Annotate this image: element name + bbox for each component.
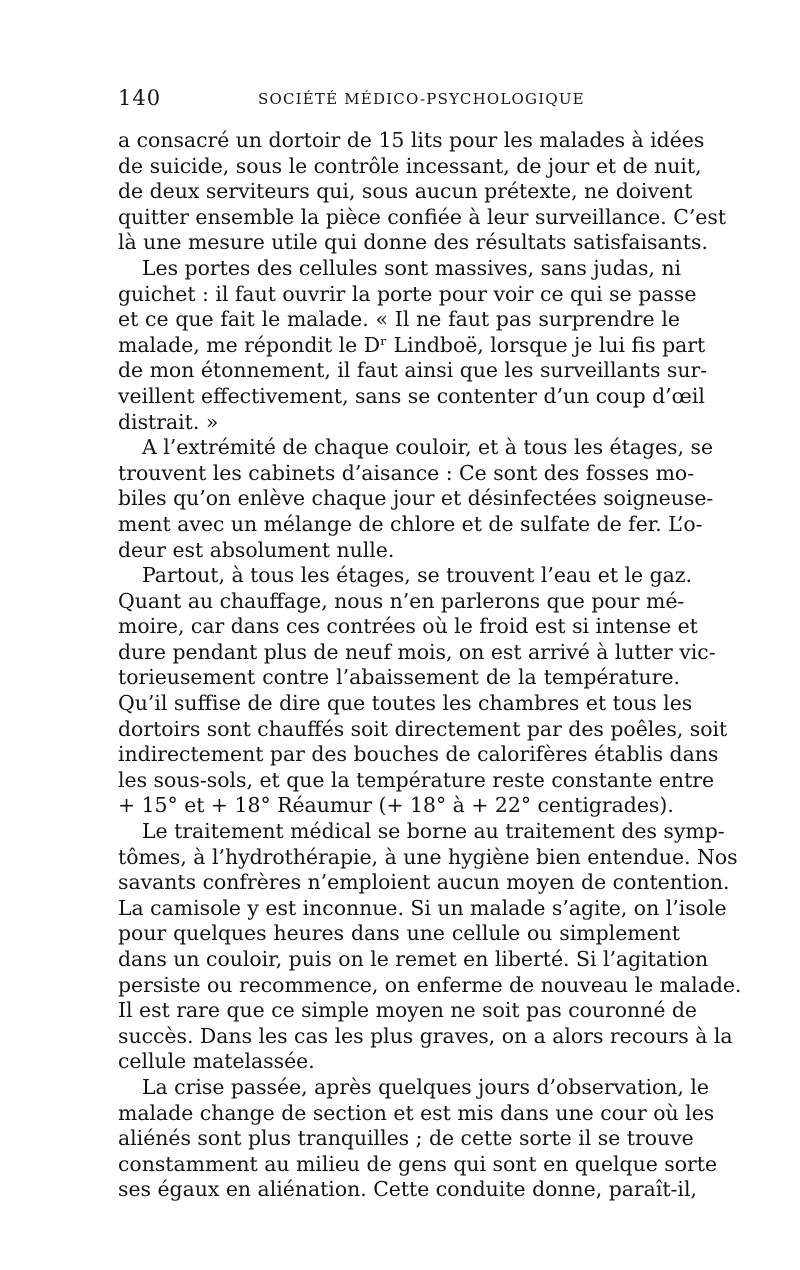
text-line: quitter ensemble la pièce confiée à leur surveillance. C’est: [118, 204, 727, 229]
text-line: biles qu’on enlève chaque jour et désinfectées soigneuse-: [118, 486, 714, 511]
text-line: a consacré un dortoir de 15 lits pour les malades à idées: [118, 128, 705, 152]
text-line: veillent effectivement, sans se contenter d’un coup d’œil: [118, 383, 705, 408]
text-line: indirectement par des bouches de calorifères établis dans: [118, 742, 719, 767]
text-line: persiste ou recommence, on enferme de nouveau le malade.: [118, 972, 742, 997]
text-line: La camisole y est inconnue. Si un malade s’agite, on l’isole: [118, 895, 727, 920]
text-line: Le traitement médical se borne au traitement des symp-: [142, 819, 725, 844]
text-line: les sous-sols, et que la température reste constante entre: [118, 767, 715, 792]
running-head: SOCIÉTÉ MÉDICO-PSYCHOLOGIQUE: [258, 90, 585, 108]
text-line: + 15° et + 18° Réaumur (+ 18° à + 22° centigrades).: [118, 793, 674, 818]
text-line: Il est rare que ce simple moyen ne soit pas couronné de: [118, 998, 697, 1023]
text-line: Partout, à tous les étages, se trouvent l’eau et le gaz.: [142, 563, 692, 588]
page-number: 140: [118, 86, 162, 110]
text-line: guichet : il faut ouvrir la porte pour voir ce qui se passe: [118, 281, 697, 306]
text-line: ses égaux en aliénation. Cette conduite donne, paraît-il,: [118, 1177, 697, 1202]
text-line: aliénés sont plus tranquilles ; de cette sorte il se trouve: [118, 1126, 694, 1151]
text-line: de deux serviteurs qui, sous aucun prétexte, ne doivent: [118, 179, 693, 204]
text-line: succès. Dans les cas les plus graves, on a alors recours à la: [118, 1023, 733, 1048]
text-line: de suicide, sous le contrôle incessant, de jour et de nuit,: [118, 153, 702, 178]
body-text: [118, 128, 742, 1203]
text-line: cellule matelassée.: [118, 1049, 315, 1074]
paragraph: [118, 255, 708, 435]
paragraph: [118, 819, 742, 1075]
paragraph: [118, 1074, 718, 1203]
text-line: trouvent les cabinets d’aisance : Ce sont des fosses mo-: [118, 460, 695, 485]
text-line: de mon étonnement, il faut ainsi que les surveillants sur-: [118, 358, 708, 383]
text-line: ment avec un mélange de chlore et de sulfate de fer. L’o-: [118, 511, 703, 536]
paragraph: [118, 563, 728, 819]
text-line: là une mesure utile qui donne des résultats satisfaisants.: [118, 230, 708, 255]
text-line: malade change de section et est mis dans une cour où les: [118, 1100, 715, 1125]
text-line: constamment au milieu de gens qui sont en quelque sorte: [118, 1151, 718, 1176]
text-line: Les portes des cellules sont massives, sans judas, ni: [142, 255, 682, 280]
text-line: dure pendant plus de neuf mois, on est arrivé à lutter vic-: [118, 639, 716, 664]
text-line: dortoirs sont chauffés soit directement par des poêles, soit: [118, 716, 728, 741]
text-line: Quant au chauffage, nous n’en parlerons que pour mé-: [118, 588, 685, 613]
text-line: tômes, à l’hydrothérapie, à une hygiène bien entendue. Nos: [118, 844, 738, 869]
paragraph: [118, 435, 714, 563]
text-line: dans un couloir, puis on le remet en liberté. Si l’agitation: [118, 947, 709, 971]
text-line: distrait. »: [118, 409, 219, 434]
text-line: deur est absolument nulle.: [118, 537, 395, 562]
page-header: [118, 84, 680, 114]
text-line: A l’extrémité de chaque couloir, et à tous les étages, se: [142, 435, 714, 460]
text-line: malade, me répondit le Dʳ Lindboë, lorsque je lui fis part: [118, 332, 706, 357]
text-line: Qu’il suffise de dire que toutes les chambres et tous les: [118, 691, 693, 716]
text-line: pour quelques heures dans une cellule ou simplement: [118, 921, 680, 946]
paragraph: [118, 128, 727, 256]
text-line: savants confrères n’emploient aucun moyen de contention.: [118, 870, 730, 895]
text-line: torieusement contre l’abaissement de la température.: [118, 665, 680, 690]
book-page: [118, 84, 742, 1203]
text-line: La crise passée, après quelques jours d’observation, le: [142, 1074, 709, 1099]
text-line: moire, car dans ces contrées où le froid est si intense et: [118, 614, 698, 639]
text-line: et ce que fait le malade. « Il ne faut pas surprendre le: [118, 307, 680, 332]
